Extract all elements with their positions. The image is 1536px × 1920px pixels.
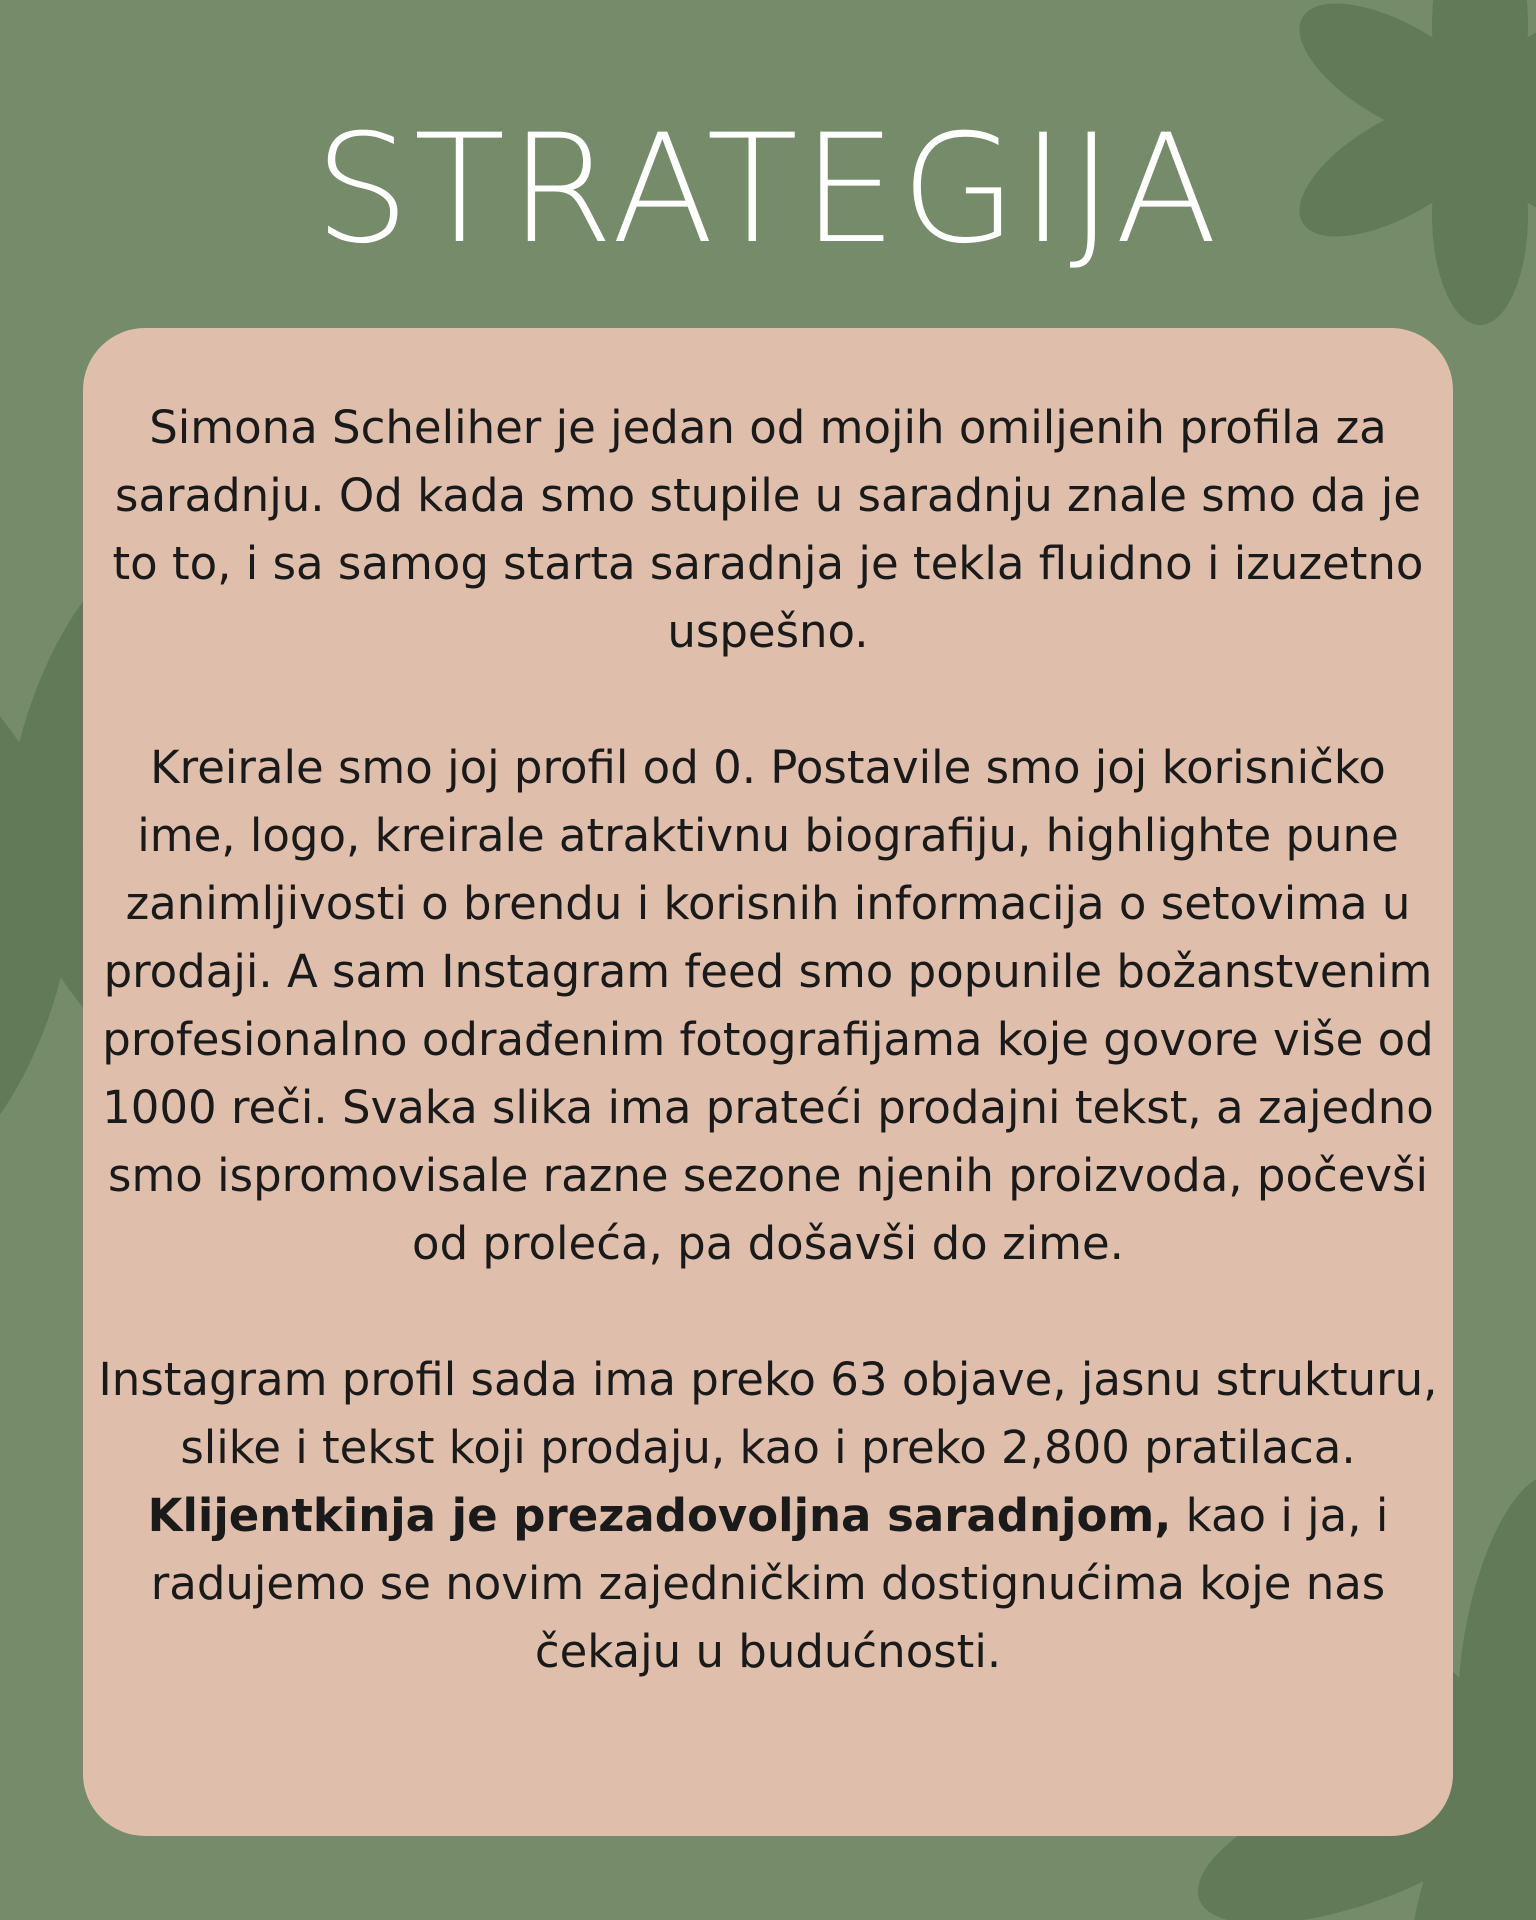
paragraph-results: [98, 1346, 1438, 1686]
results-highlight: Klijentkinja je prezadovoljna saradnjom,: [147, 1489, 1172, 1542]
results-outro: kao i ja, i radujemo se novim zajedničkim dostignućima koje nas čekaju u budućnosti.: [150, 1489, 1389, 1678]
results-intro: Instagram profil sada ima preko 63 objave, jasnu strukturu, slike i tekst koji prodaju, kao i preko 2,800 pratilaca.: [98, 1353, 1438, 1474]
paragraph-strategy: Kreirale smo joj profil od 0. Postavile smo joj korisničko ime, logo, kreirale atraktivnu biografiju, highlighte pune zanimljivosti o brendu i korisnih informacija o setovima u prodaji. A sam Instagram feed smo popunile božanstvenim profesionalno odrađenim fotografijama koje govore više od 1000 reči. Svaka slika ima prateći prodajni tekst, a zajedno smo ispromovisale razne sezone njenih proizvoda, počevši od proleća, pa došavši do zime.: [102, 741, 1434, 1270]
content-card: [83, 328, 1453, 1836]
page-title: STRATEGIJA: [314, 103, 1222, 277]
paragraph-intro: Simona Scheliher je jedan od mojih omiljenih profila za saradnju. Od kada smo stupile u saradnju znale smo da je to to, i sa samog starta saradnja je tekla fluidno i izuzetno uspešno.: [112, 401, 1424, 658]
